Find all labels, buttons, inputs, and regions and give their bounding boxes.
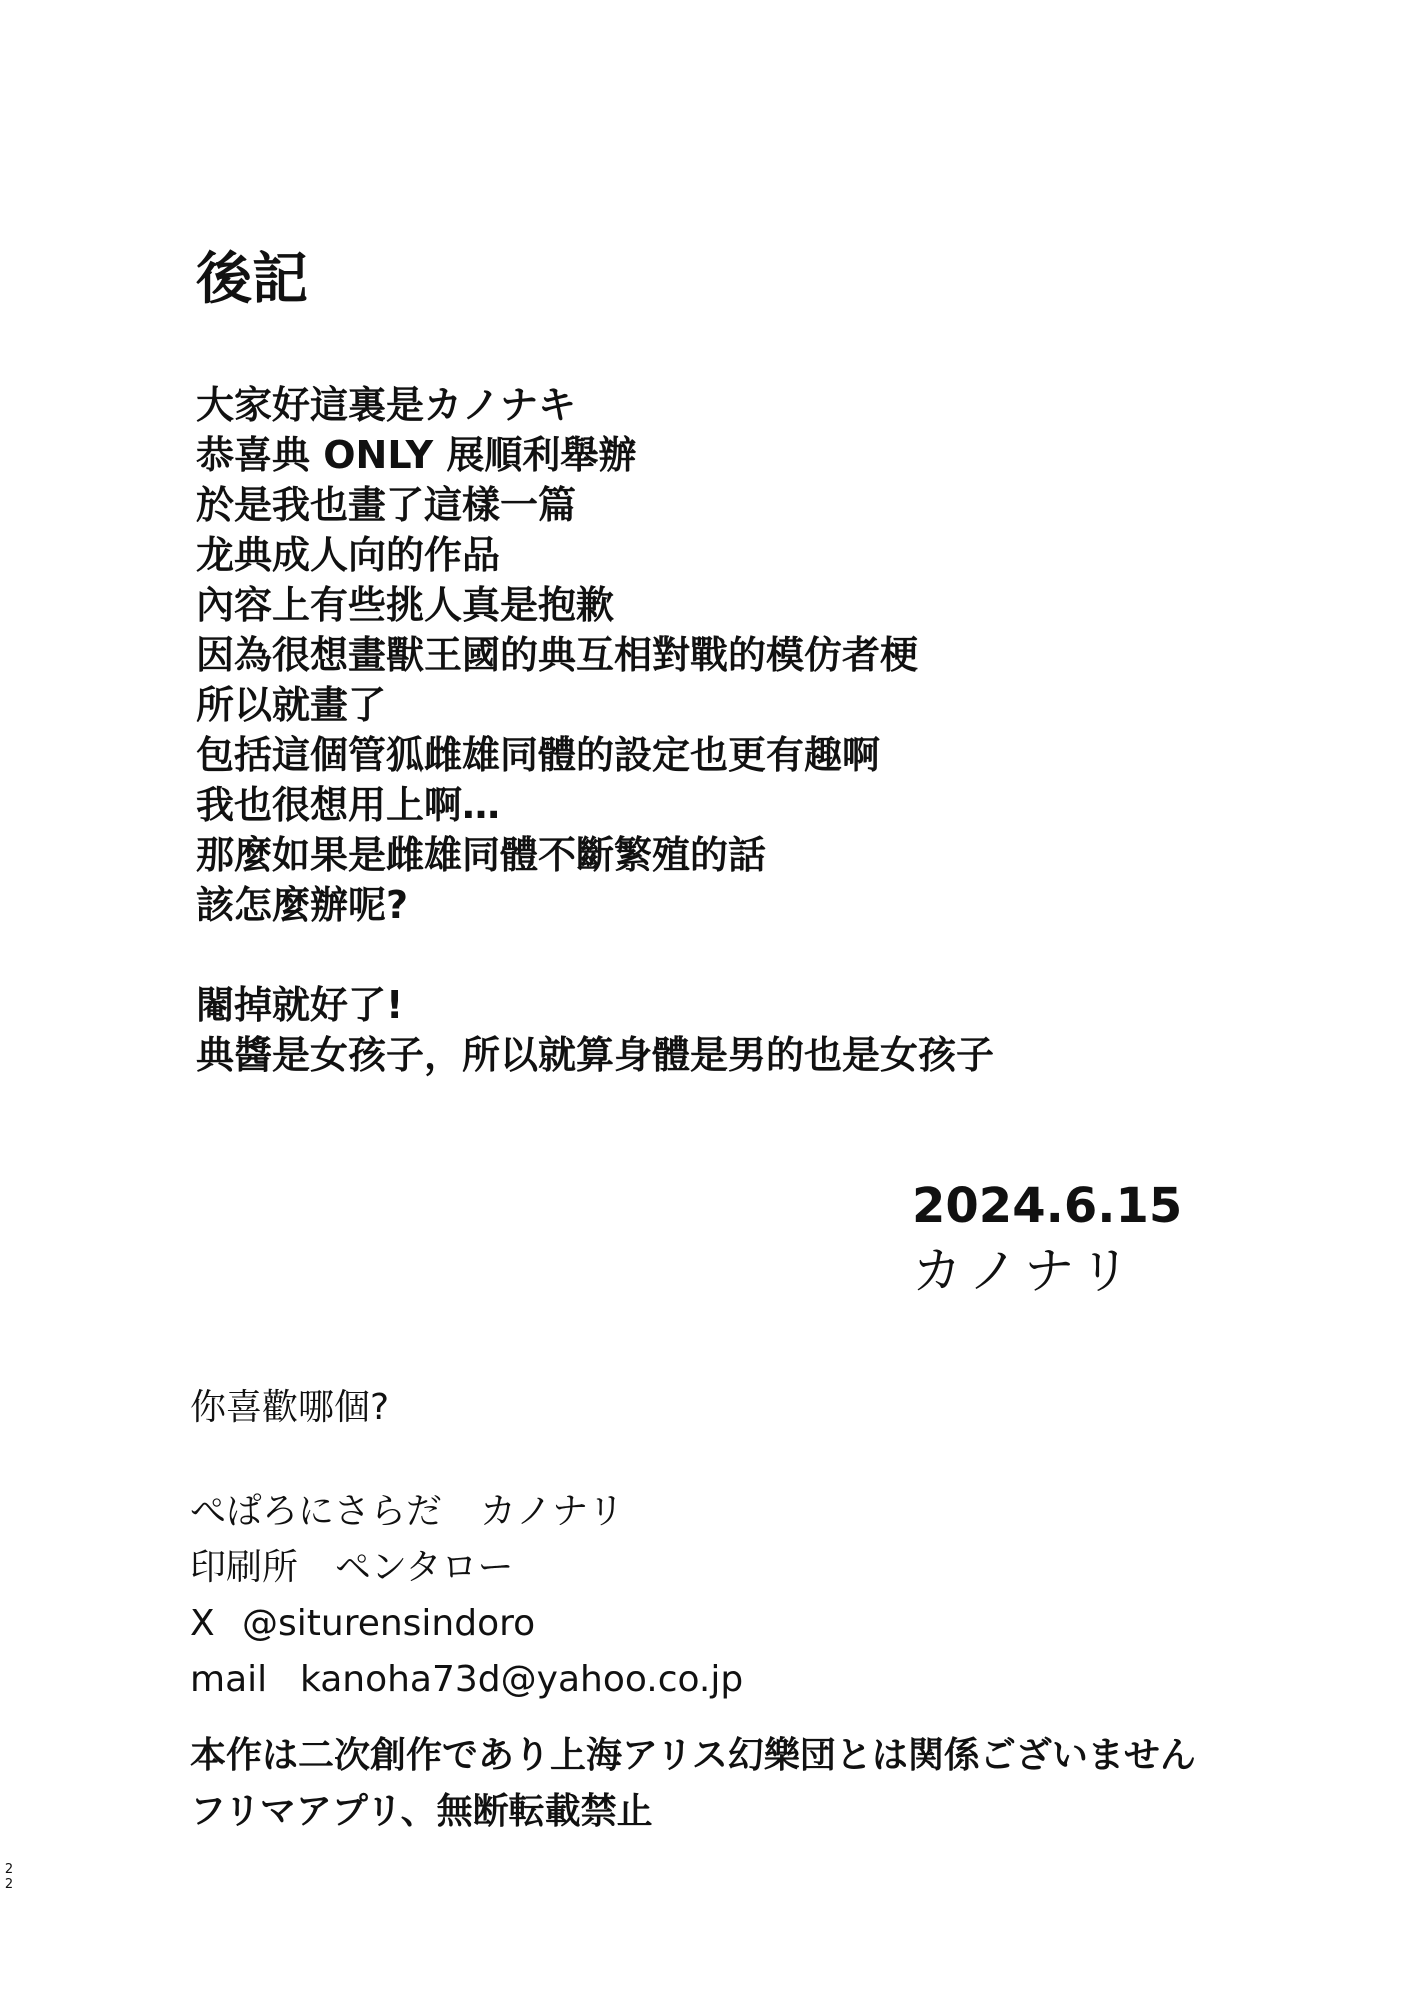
credit-row-x [190,1596,743,1652]
signature-block [912,1176,1182,1302]
mail-label: mail [190,1659,268,1700]
body-line: 我也很想用上啊… [196,783,501,827]
credits-block [190,1484,743,1708]
page-title: 後記 [196,247,308,312]
body-line: 內容上有些挑人真是抱歉 [196,583,615,627]
body-line: 該怎麼辦呢? [196,883,409,927]
x-handle: @siturensindoro [242,1603,536,1644]
paragraph-gap [196,930,994,980]
circle-label: ぺぱろにさらだ [190,1491,443,1532]
body-line: 所以就畫了 [196,683,387,727]
x-label: X [190,1603,215,1644]
credit-row-circle [190,1484,743,1540]
body-line: 於是我也畫了這樣一篇 [196,483,577,527]
body-line: 因為很想畫獸王國的典互相對戰的模仿者梗 [196,633,919,677]
circle-value: カノナリ [480,1491,625,1532]
credit-row-mail [190,1652,743,1708]
copyright-notice [190,1728,1196,1840]
closing-line: 閹掉就好了! [196,983,404,1027]
closing-line: 典醬是女孩子，所以就算身體是男的也是女孩子 [196,1033,995,1077]
credit-row-printer [190,1540,743,1596]
body-line: 大家好這裏是カノナキ [196,383,577,427]
body-line: 那麼如果是雌雄同體不斷繁殖的話 [196,833,767,877]
signature-name: カノナリ [912,1242,1136,1300]
mail-address: kanoha73d@yahoo.co.jp [300,1659,744,1700]
printer-label: 印刷所 [190,1547,299,1588]
body-line: 龙典成人向的作品 [196,533,501,577]
notice-line: 本作は二次創作であり上海アリス幻樂団とは関係ございません [190,1735,1196,1776]
body-line: 包括這個管狐雌雄同體的設定也更有趣啊 [196,733,881,777]
page-number: 22 [4,1862,14,1892]
afterword-body [196,380,994,1080]
body-line: 恭喜典 ONLY 展順利舉辦 [196,433,637,477]
notice-line: フリマアプリ、無断転載禁止 [190,1791,653,1832]
signature-date: 2024.6.15 [912,1178,1183,1234]
question-text: 你喜歡哪個? [190,1387,390,1428]
printer-value: ペンタロー [335,1547,514,1588]
